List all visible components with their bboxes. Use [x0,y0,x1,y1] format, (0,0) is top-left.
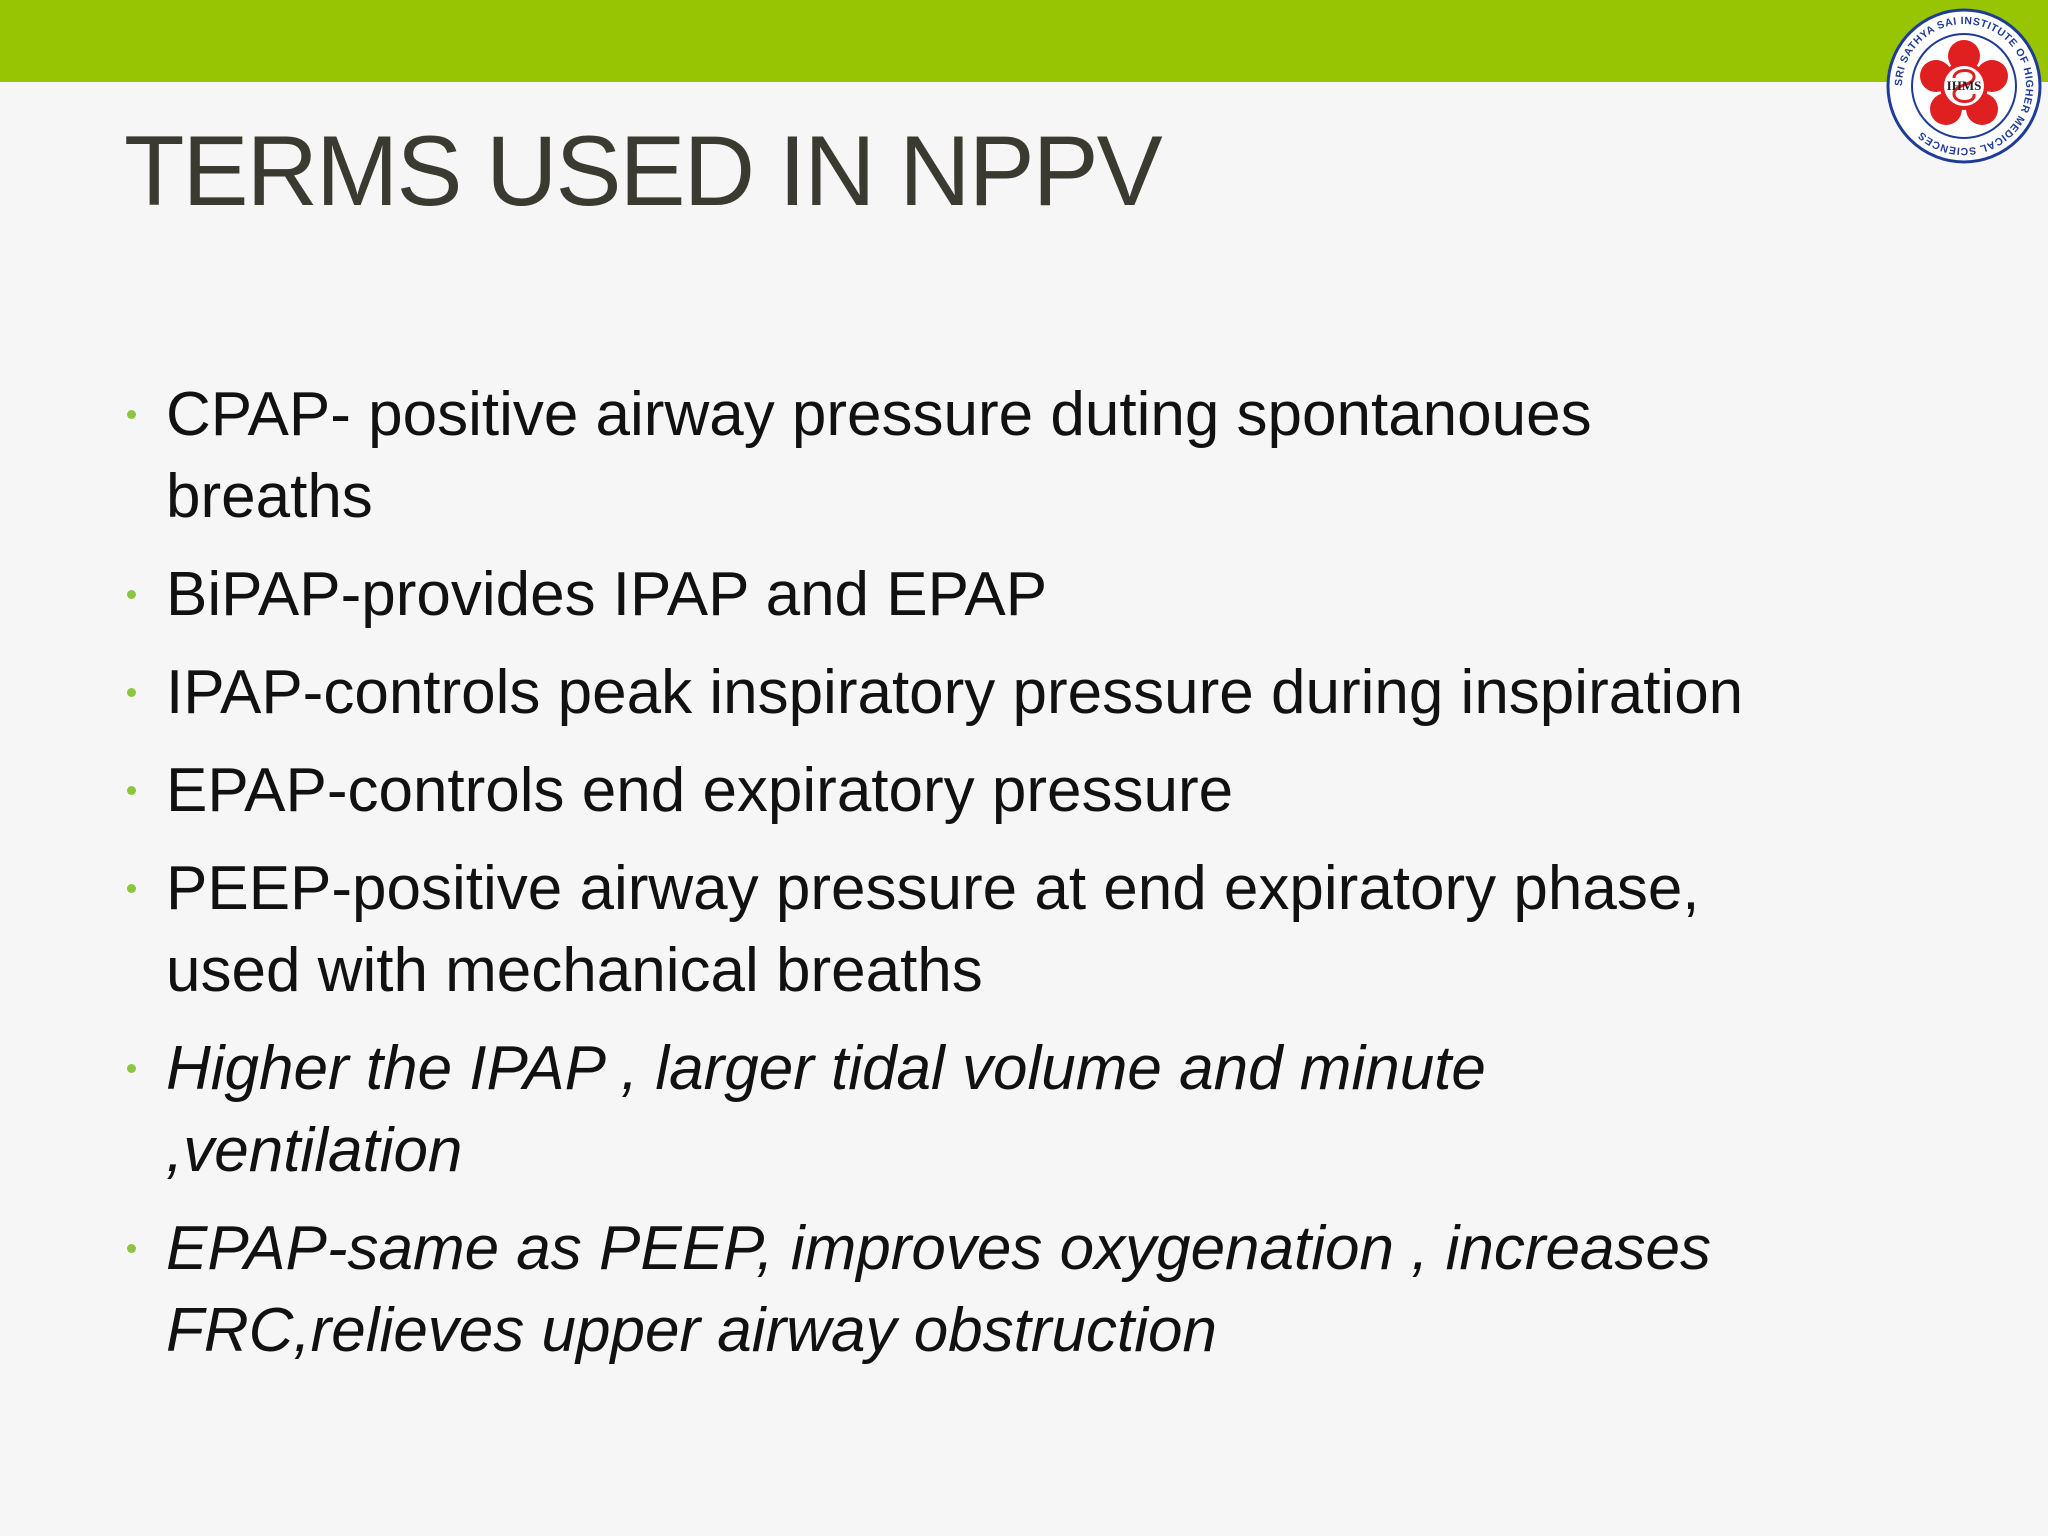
bullet-list [124,374,1924,1388]
bullet-text-line: ,ventilation [166,1116,463,1185]
bullet-dot-icon [127,1064,136,1073]
bullet-item [124,750,1924,832]
bullet-dot-icon [127,410,136,419]
bullet-text-line: CPAP- positive airway pressure duting spontanoues [166,380,1592,449]
slide-title: TERMS USED IN NPPV [124,115,1161,226]
ihms-seal-icon [1884,6,2044,166]
logo-monogram: IHMS [1946,78,1982,93]
bullet-item [124,1208,1924,1372]
bullet-text-line: BiPAP-provides IPAP and EPAP [166,560,1048,629]
bullet-dot-icon [127,688,136,697]
bullet-text-line: used with mechanical breaths [166,936,983,1005]
bullet-item [124,848,1924,1012]
bullet-item [124,1028,1924,1192]
bullet-dot-icon [127,786,136,795]
bullet-text-line: EPAP-same as PEEP, improves oxygenation , increases [166,1214,1712,1283]
bullet-text-line: EPAP-controls end expiratory pressure [166,756,1234,825]
ihms-logo [1884,6,2044,166]
bullet-text-line: PEEP-positive airway pressure at end expiratory phase, [166,854,1700,923]
bullet-text-line: IPAP-controls peak inspiratory pressure during inspiration [166,658,1744,727]
bullet-text-line: FRC,relieves upper airway obstruction [166,1296,1217,1365]
bullet-item [124,374,1924,538]
bullet-text-line: Higher the IPAP , larger tidal volume and minute [166,1034,1486,1103]
bullet-text-line: breaths [166,462,373,531]
bullet-dot-icon [127,590,136,599]
bullet-dot-icon [127,1244,136,1253]
bullet-item [124,652,1924,734]
bullet-dot-icon [127,884,136,893]
logo-ring-text: SRI SATHYA SAI INSTITUTE OF HIGHER MEDICAL SCIENCES [1892,14,2036,158]
bullet-item [124,554,1924,636]
accent-bar [0,0,2048,82]
